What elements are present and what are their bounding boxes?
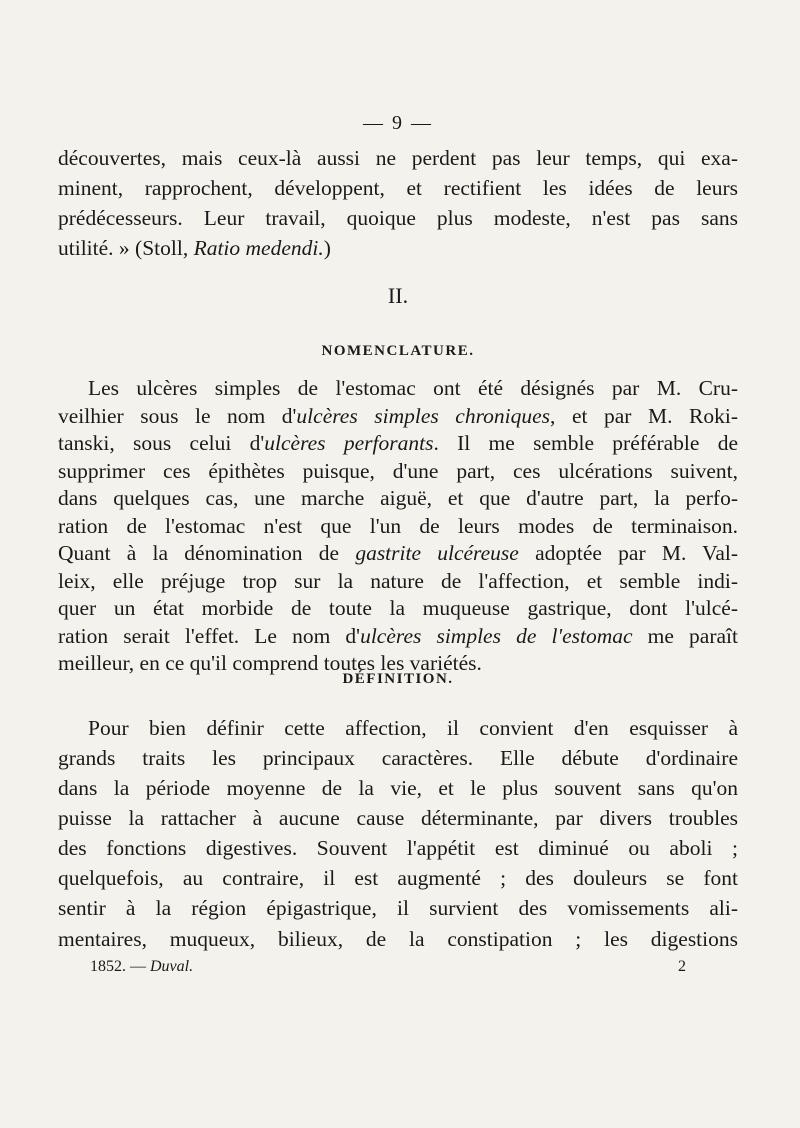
emphasis: ulcères simples chroniques: [296, 403, 551, 428]
text-span: ): [323, 236, 331, 260]
text-line: ration de l'estomac n'est que l'un de leurs modes de terminaison.: [58, 513, 738, 538]
text-line: minent, rapprochent, développent, et rectifient les idées de leurs: [58, 176, 738, 200]
heading-nomenclature: NOMENCLATURE.: [321, 343, 475, 359]
text-line: des fonctions digestives. Souvent l'appétit est diminué ou aboli ;: [58, 836, 738, 860]
text-line: [58, 403, 738, 431]
text-line: Pour bien définir cette affection, il convient d'en esquisser à: [88, 716, 738, 740]
emphasis: ulcères perforants: [264, 431, 434, 455]
text-line: prédécesseurs. Leur travail, quoique plus modeste, n'est pas sans: [58, 206, 738, 230]
text-line: dans quelques cas, une marche aiguë, et que d'autre part, la perfo-: [58, 486, 738, 510]
text-line: Les ulcères simples de l'estomac ont été désignés par M. Cru-: [88, 376, 738, 400]
signature-author: Duval.: [150, 958, 194, 975]
heading-definition: DÉFINITION.: [342, 671, 454, 687]
page-number: — 9 —: [363, 112, 433, 134]
text-line: sentir à la région épigastrique, il survient des vomissements ali-: [58, 896, 738, 920]
text-line: grands traits les principaux caractères. Elle débute d'ordinaire: [58, 746, 738, 770]
text-line: meilleur, en ce qu'il comprend toutes les variétés.: [58, 651, 482, 675]
text-line: découvertes, mais ceux-là aussi ne perdent pas leur temps, qui exa-: [58, 146, 738, 170]
text-line: quer un état morbide de toute la muqueuse gastrique, dont l'ulcé-: [58, 596, 738, 620]
text-line: puisse la rattacher à aucune cause déterminante, par divers troubles: [58, 806, 738, 830]
text-span: adoptée par M. Val-: [518, 541, 738, 565]
text-line: dans la période moyenne de la vie, et le plus souvent sans qu'on: [58, 776, 738, 800]
text-span: me paraît: [632, 623, 738, 648]
text-span: . Il me semble préférable de: [433, 431, 738, 455]
text-span: utilité. » (Stoll,: [58, 236, 194, 260]
citation-title: Ratio medendi.: [193, 236, 324, 260]
text-span: Quant à la dénomination de: [58, 541, 356, 565]
text-span: ration serait l'effet. Le nom d': [58, 623, 361, 648]
text-line: [58, 623, 738, 651]
document-page: [58, 0, 738, 1128]
text-span: tanski, sous celui d': [58, 431, 265, 455]
text-line: [58, 540, 738, 568]
signature-mark: 2: [678, 958, 686, 975]
text-line: supprimer ces épithètes puisque, d'une part, ces ulcérations suivent,: [58, 458, 738, 483]
section-number: II.: [387, 283, 409, 308]
text-line: [58, 233, 738, 263]
text-line: mentaires, muqueux, bilieux, de la constipation ; les digestions: [58, 927, 738, 951]
signature-year: 1852. —: [90, 958, 150, 975]
text-span: veilhier sous le nom d': [58, 403, 297, 428]
text-line: [58, 430, 738, 458]
printer-signature: [90, 958, 193, 976]
text-line: quelquefois, au contraire, il est augmenté ; des douleurs se font: [58, 866, 738, 890]
text-line: leix, elle préjuge trop sur la nature de l'affection, et semble indi-: [58, 568, 738, 593]
text-span: , et par M. Roki-: [550, 403, 738, 428]
emphasis: gastrite ulcéreuse: [355, 541, 519, 565]
emphasis: ulcères simples de l'estomac: [360, 623, 633, 648]
